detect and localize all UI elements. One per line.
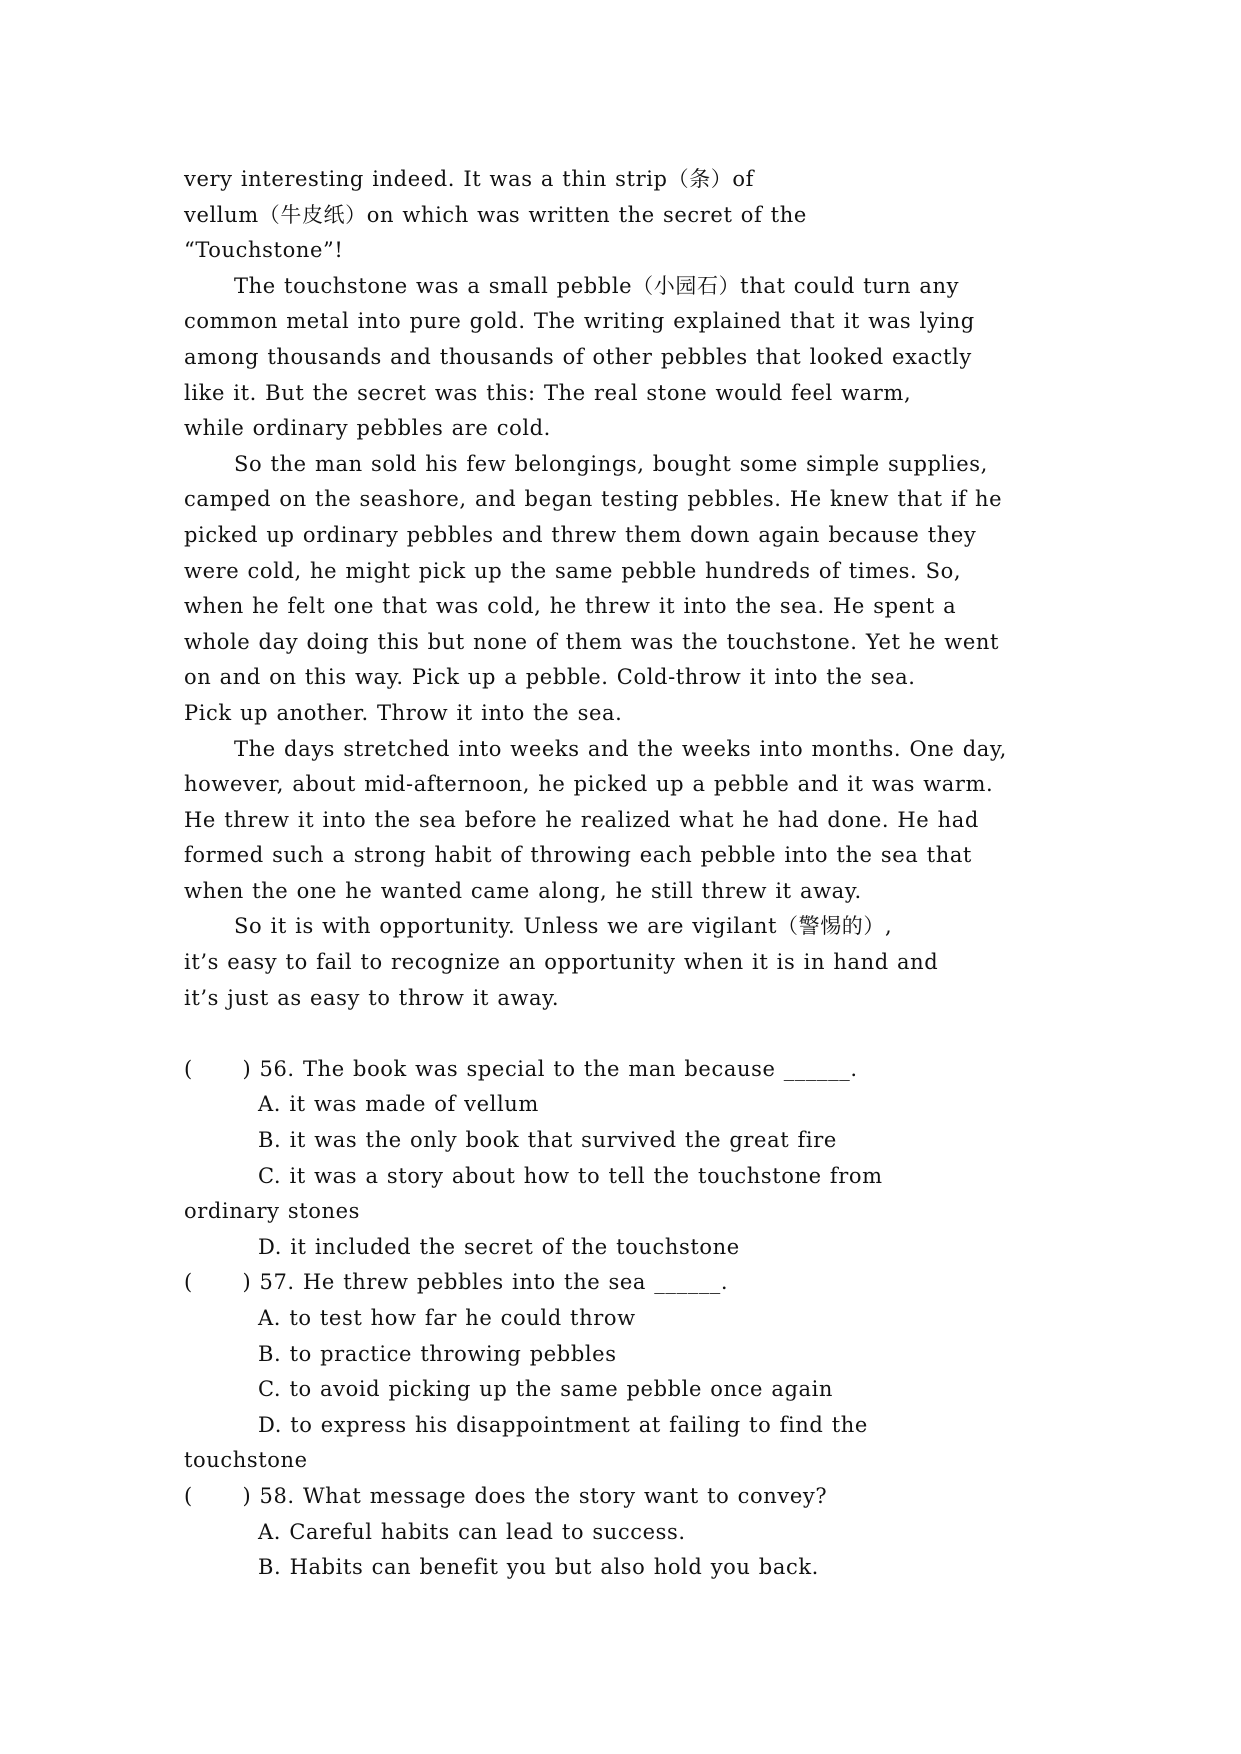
paragraph-line: it’s just as easy to throw it away.: [184, 985, 560, 1010]
paragraph-line: So it is with opportunity. Unless we are vigilant（警惕的）,: [234, 914, 893, 939]
spacer: [184, 1016, 1064, 1052]
option-b: B. it was the only book that survived the great fire: [258, 1128, 837, 1153]
paragraph-5: [184, 909, 1064, 1016]
question-stem: ( ) 57. He threw pebbles into the sea ______.: [184, 1270, 729, 1295]
option-b: B. to practice throwing pebbles: [258, 1341, 617, 1366]
question-58: [184, 1479, 1064, 1586]
document-text: [184, 162, 1064, 1586]
paragraph-line: when he felt one that was cold, he threw it into the sea. He spent a: [184, 594, 957, 619]
question-stem: ( ) 58. What message does the story want to convey?: [184, 1483, 828, 1508]
paragraph-line: on and on this way. Pick up a pebble. Cold-throw it into the sea.: [184, 665, 916, 690]
option-d: D. it included the secret of the touchstone: [258, 1234, 740, 1259]
passage: [184, 162, 1064, 1016]
paragraph-line: The touchstone was a small pebble（小园石）that could turn any: [234, 273, 960, 298]
paragraph-line: vellum（牛皮纸）on which was written the secret of the: [184, 202, 807, 227]
paragraph-3: [184, 447, 1064, 732]
question-57: [184, 1265, 1064, 1479]
paragraph-4: [184, 732, 1064, 910]
paragraph-line: camped on the seashore, and began testing pebbles. He knew that if he: [184, 487, 1003, 512]
question-56: [184, 1052, 1064, 1266]
paragraph-line: while ordinary pebbles are cold.: [184, 416, 551, 441]
paragraph-line: when the one he wanted came along, he still threw it away.: [184, 878, 862, 903]
option-b: B. Habits can benefit you but also hold you back.: [258, 1555, 819, 1580]
paragraph-line: were cold, he might pick up the same pebble hundreds of times. So,: [184, 558, 962, 583]
option-a: A. to test how far he could throw: [258, 1306, 636, 1330]
paragraph-line: very interesting indeed. It was a thin strip（条）of: [184, 167, 755, 191]
paragraph-line: The days stretched into weeks and the weeks into months. One day,: [234, 736, 1007, 761]
paragraph-line: picked up ordinary pebbles and threw them down again because they: [184, 522, 977, 547]
questions: [184, 1052, 1064, 1586]
option-a: A. Careful habits can lead to success.: [258, 1519, 686, 1544]
paragraph-line: He threw it into the sea before he realized what he had done. He had: [184, 807, 979, 832]
option-c: C. to avoid picking up the same pebble once again: [258, 1377, 834, 1402]
paragraph-1: [184, 162, 1064, 269]
option-d-continued: touchstone: [184, 1448, 308, 1473]
paragraph-line: however, about mid-afternoon, he picked up a pebble and it was warm.: [184, 772, 994, 797]
paragraph-line: formed such a strong habit of throwing each pebble into the sea that: [184, 843, 972, 868]
option-c: C. it was a story about how to tell the touchstone from: [258, 1163, 883, 1188]
paragraph-line: among thousands and thousands of other pebbles that looked exactly: [184, 344, 972, 369]
paragraph-line: whole day doing this but none of them was the touchstone. Yet he went: [184, 629, 1000, 654]
paragraph-line: common metal into pure gold. The writing explained that it was lying: [184, 309, 975, 334]
question-stem: ( ) 56. The book was special to the man because ______.: [184, 1056, 858, 1081]
paragraph-line: So the man sold his few belongings, bought some simple supplies,: [234, 451, 988, 476]
option-a: A. it was made of vellum: [258, 1092, 539, 1117]
paragraph-line: it’s easy to fail to recognize an opportunity when it is in hand and: [184, 950, 939, 975]
paragraph-line: Pick up another. Throw it into the sea.: [184, 700, 623, 725]
paragraph-2: [184, 269, 1064, 447]
paragraph-line: “Touchstone”!: [184, 238, 344, 263]
paragraph-line: like it. But the secret was this: The real stone would feel warm,: [184, 380, 912, 405]
option-d: D. to express his disappointment at failing to find the: [258, 1412, 868, 1437]
option-c-continued: ordinary stones: [184, 1199, 361, 1224]
